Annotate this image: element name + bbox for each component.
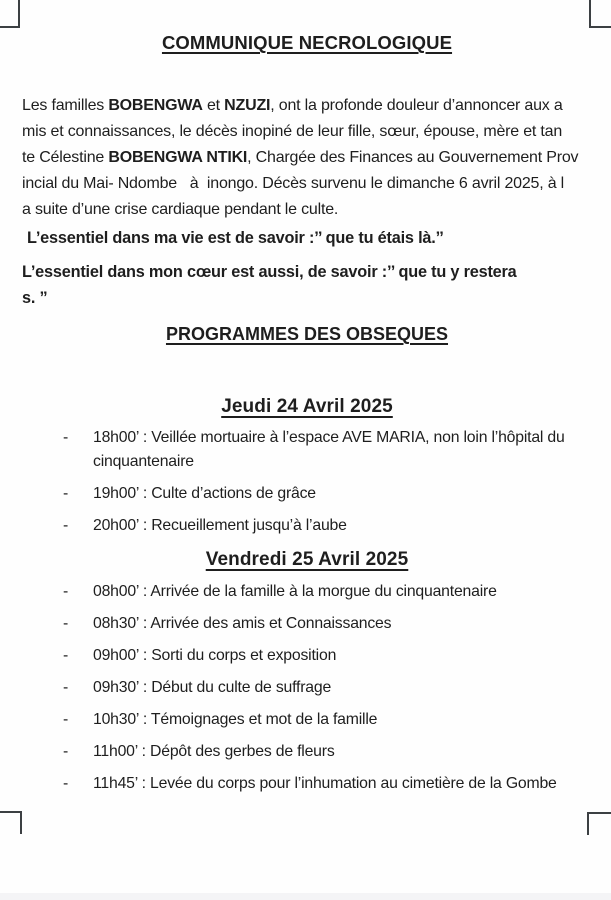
- program-item-text: 11h00’ : Dépôt des gerbes de fleurs: [93, 743, 335, 760]
- program-item-text: 18h00’ : Veillée mortuaire à l’espace AVE MARIA, non loin l’hôpital du cinquantenaire: [93, 429, 565, 470]
- list-dash: -: [63, 517, 69, 534]
- day1-program-list: [22, 426, 592, 538]
- program-item: [22, 644, 592, 668]
- memorial-quote-2: [22, 259, 592, 311]
- list-dash: -: [63, 775, 69, 792]
- program-item: [22, 514, 592, 538]
- program-section-title: PROGRAMMES DES OBSEQUES: [165, 324, 449, 344]
- program-item-text: 08h00’ : Arrivée de la famille à la morgue du cinquantenaire: [93, 583, 497, 600]
- program-item-text: 09h30’ : Début du culte de suffrage: [93, 679, 332, 696]
- program-item: [22, 426, 592, 474]
- list-dash: -: [63, 647, 69, 664]
- list-dash: -: [63, 583, 69, 600]
- page-title: COMMUNIQUE NECROLOGIQUE: [161, 32, 453, 53]
- program-item: [22, 740, 592, 764]
- list-dash: -: [63, 743, 69, 760]
- list-dash: -: [63, 615, 69, 632]
- program-item-text: 19h00’ : Culte d’actions de grâce: [93, 485, 316, 502]
- list-dash: -: [63, 429, 69, 446]
- list-dash: -: [63, 711, 69, 728]
- list-dash: -: [63, 679, 69, 696]
- program-item: [22, 482, 592, 506]
- day2-program-list: [22, 580, 592, 796]
- list-dash: -: [63, 485, 69, 502]
- paragraph-line-3: te Célestine BOBENGWA NTIKI, Chargée des Finances au Gouvernement Prov: [22, 149, 579, 166]
- program-item-text: 20h00’ : Recueillement jusqu’à l’aube: [93, 517, 347, 534]
- day2-heading: Vendredi 25 Avril 2025: [205, 549, 409, 570]
- program-item-text: 11h45’ : Levée du corps pour l’inhumation au cimetière de la Gombe: [93, 775, 557, 792]
- program-item-text: 09h00’ : Sorti du corps et exposition: [93, 647, 337, 664]
- program-item-text: 10h30’ : Témoignages et mot de la famille: [93, 711, 378, 728]
- paragraph-line-1: Les familles BOBENGWA et NZUZI, ont la profonde douleur d’annoncer aux a: [22, 97, 563, 114]
- paragraph-line-4: incial du Mai- Ndombe à inongo. Décès survenu le dimanche 6 avril 2025, à l: [22, 175, 565, 192]
- program-item-text: 08h30’ : Arrivée des amis et Connaissances: [93, 615, 392, 632]
- page-corner-mark-bottom-left: [0, 811, 22, 834]
- bottom-edge-bar: [0, 893, 611, 900]
- program-item: [22, 580, 592, 604]
- program-item: [22, 772, 592, 796]
- program-item: [22, 708, 592, 732]
- paragraph-line-2: mis et connaissances, le décès inopiné de leur fille, sœur, épouse, mère et tan: [22, 123, 563, 140]
- program-item: [22, 612, 592, 636]
- document-content: [22, 0, 592, 804]
- memorial-quote-2-line-1: L’essentiel dans mon cœur est aussi, de savoir :’’ que tu y restera: [22, 263, 517, 281]
- day1-heading: Jeudi 24 Avril 2025: [221, 396, 393, 417]
- page-corner-mark-top-left: [0, 0, 20, 28]
- announcement-paragraph: [22, 93, 592, 223]
- memorial-quote-2-line-2: s. ”: [22, 289, 48, 307]
- memorial-quote-1: L’essentiel dans ma vie est de savoir :’’ que tu étais là.’’: [27, 229, 444, 247]
- page-corner-mark-top-right: [589, 0, 611, 28]
- program-item: [22, 676, 592, 700]
- page-corner-mark-bottom-right: [587, 812, 611, 835]
- paragraph-line-5: a suite d’une crise cardiaque pendant le culte.: [22, 201, 339, 218]
